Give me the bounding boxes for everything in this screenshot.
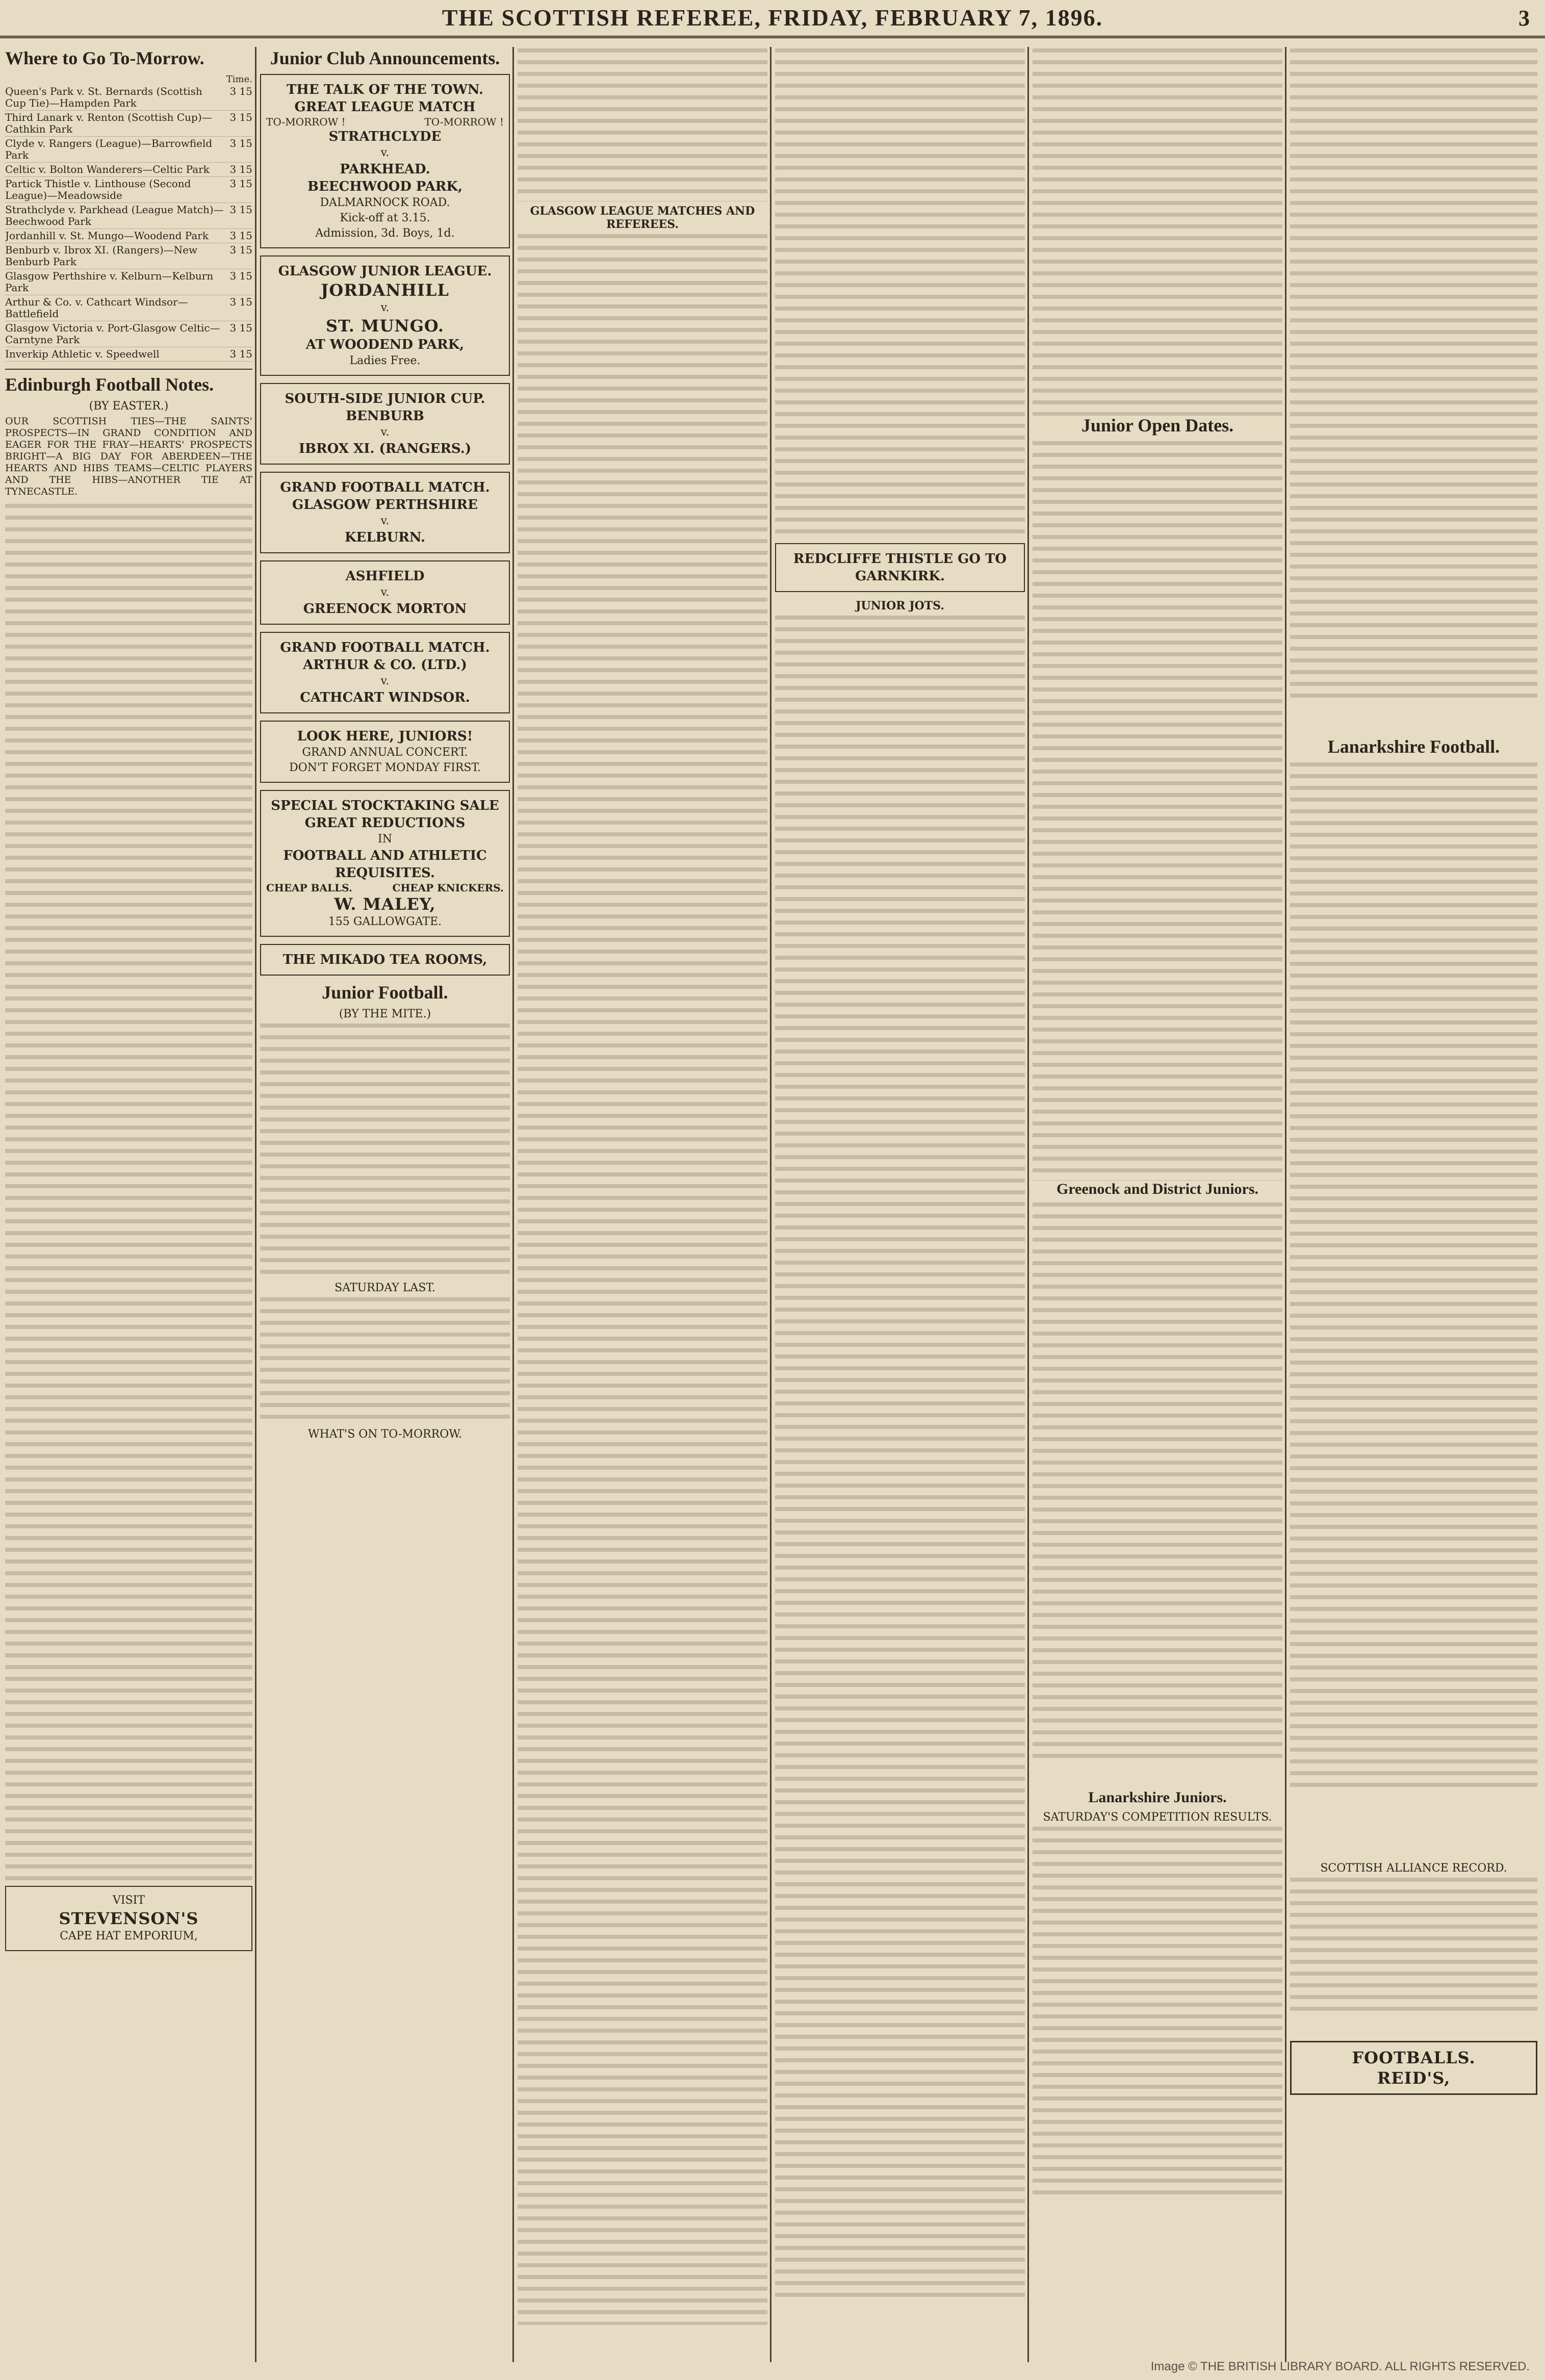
grand-match-2: GRAND FOOTBALL MATCH. [280, 639, 490, 655]
fixture-match: Arthur & Co. v. Cathcart Windsor—Battlefield [5, 295, 188, 320]
versus: v. [380, 514, 390, 527]
fixture-match: Queen's Park v. St. Bernards (Scottish Cup Tie)—Hampden Park [5, 85, 202, 109]
column-rule [255, 47, 256, 2362]
ground-address: DALMARNOCK ROAD. [320, 196, 450, 209]
fixture-item [5, 229, 252, 243]
admission: Admission, 3d. Boys, 1d. [315, 226, 455, 240]
table-placeholder [1290, 1878, 1537, 2031]
ashfield-ad [260, 560, 510, 625]
fixture-match: Jordanhill v. St. Mungo—Woodend Park [5, 229, 209, 242]
article-text-placeholder [1033, 1827, 1282, 2235]
lanarkshire-football-heading: Lanarkshire Football. [1327, 736, 1500, 757]
visit-label: VISIT [112, 1894, 145, 1907]
fixture-item [5, 269, 252, 295]
article-text-placeholder [518, 48, 767, 201]
fixture-time: 3 15 [229, 229, 252, 242]
article-text-placeholder [518, 234, 767, 2325]
masthead-title: THE SCOTTISH REFEREE, FRIDAY, FEBRUARY 7, 1896. [442, 5, 1103, 31]
alliance-record-heading: SCOTTISH ALLIANCE RECORD. [1320, 1861, 1507, 1875]
fixture-item [5, 85, 252, 111]
time-label: Time. [226, 73, 252, 85]
edinburgh-summary: OUR SCOTTISH TIES—THE SAINTS' PROSPECTS—IN GRAND CONDITION AND EAGER FOR THE FRAY—HEARTS' PROSPECTS BRIGHT—A BIG DAY FOR ABERDEEN—THE HEARTS AND HIBS TEAMS—CELTIC PLAYERS AND THE HIBS—ANOTHER TIE AT TYNECASTLE. [5, 416, 252, 498]
reids-name: REID'S, [1377, 2068, 1451, 2088]
perthshire-ad [260, 472, 510, 553]
column-2 [260, 48, 510, 2359]
footballs-title: FOOTBALLS. [1352, 2048, 1476, 2067]
in-label: IN [378, 832, 392, 846]
great-reductions: GREAT REDUCTIONS [304, 815, 466, 831]
column-6 [1290, 48, 1537, 2359]
fixture-match: Glasgow Victoria v. Port-Glasgow Celtic—Carntyne Park [5, 321, 220, 346]
page-number: 3 [1518, 6, 1530, 31]
tomorrow-left: TO-MORROW ! [266, 115, 346, 128]
article-text-placeholder [1290, 48, 1537, 737]
fixture-time: 3 15 [229, 269, 252, 282]
column-rule [512, 47, 514, 2362]
column-1 [5, 48, 252, 2359]
maley-address: 155 GALLOWGATE. [328, 915, 442, 928]
team-kelburn: KELBURN. [344, 529, 426, 545]
redcliffe-box [775, 543, 1025, 592]
fixture-time: 3 15 [229, 295, 252, 308]
fixture-match: Strathclyde v. Parkhead (League Match)—Beechwood Park [5, 203, 224, 227]
saturday-results: SATURDAY'S COMPETITION RESULTS. [1043, 1810, 1272, 1824]
southside-cup: SOUTH-SIDE JUNIOR CUP. [285, 391, 485, 406]
fixture-time: 3 15 [229, 111, 252, 123]
column-rule [770, 47, 771, 2362]
whats-on: WHAT'S ON TO-MORROW. [308, 1428, 462, 1441]
junior-jots-heading: JUNIOR JOTS. [856, 599, 944, 612]
ground-beechwood: BEECHWOOD PARK, [307, 178, 463, 194]
fixture-time: 3 15 [229, 321, 252, 334]
junior-announcements-heading: Junior Club Announcements. [270, 48, 500, 68]
team-st-mungo: ST. MUNGO. [325, 316, 445, 336]
copyright-credit: Image © THE BRITISH LIBRARY BOARD. ALL RIGHTS RESERVED. [1150, 2360, 1530, 2373]
fixture-match: Clyde v. Rangers (League)—Barrowfield Park [5, 137, 213, 161]
team-strathclyde: STRATHCLYDE [328, 129, 442, 144]
fixture-match: Inverkip Athletic v. Speedwell [5, 347, 160, 360]
article-text-placeholder [1033, 48, 1282, 416]
article-text-placeholder [260, 1297, 510, 1425]
team-windsor: CATHCART WINDSOR. [300, 689, 470, 705]
versus: v. [380, 585, 390, 599]
dont-forget: DON'T FORGET MONDAY FIRST. [289, 761, 481, 774]
versus: v. [380, 301, 390, 314]
fixture-item [5, 137, 252, 163]
arthur-ad [260, 632, 510, 713]
divider [5, 369, 252, 370]
fixture-item [5, 203, 252, 229]
league-match: GREAT LEAGUE MATCH [294, 99, 476, 115]
fixture-time: 3 15 [229, 203, 252, 216]
team-perthshire: GLASGOW PERTHSHIRE [292, 497, 478, 513]
cheap-balls: CHEAP BALLS. [266, 881, 352, 894]
fixture-time: 3 15 [229, 243, 252, 256]
glasgow-junior-league: GLASGOW JUNIOR LEAGUE. [278, 263, 492, 279]
look-here: LOOK HERE, JUNIORS! [297, 728, 473, 744]
fixture-item [5, 347, 252, 362]
kickoff: Kick-off at 3.15. [340, 211, 430, 224]
talk-of-town: THE TALK OF THE TOWN. [286, 82, 484, 97]
versus: v. [380, 674, 390, 687]
team-ibrox: IBROX XI. (RANGERS.) [298, 441, 472, 456]
reids-ad [1290, 2041, 1537, 2095]
ladies-free: Ladies Free. [349, 354, 421, 367]
fixture-item [5, 177, 252, 203]
grand-match: GRAND FOOTBALL MATCH. [280, 479, 490, 495]
special-sale: SPECIAL STOCKTAKING SALE [271, 798, 499, 813]
lanarkshire-juniors-heading: Lanarkshire Juniors. [1088, 1788, 1227, 1806]
southside-ad [260, 383, 510, 465]
strathclyde-ad [260, 74, 510, 248]
masthead [0, 0, 1545, 38]
woodend-park: AT WOODEND PARK, [305, 337, 465, 352]
concert-ad [260, 721, 510, 783]
fixture-item [5, 243, 252, 269]
football-requisites: FOOTBALL AND ATHLETIC REQUISITES. [283, 848, 487, 881]
fixture-time: 3 15 [229, 347, 252, 360]
mikado-title: THE MIKADO TEA ROOMS, [282, 952, 487, 967]
saturday-last: SATURDAY LAST. [334, 1282, 435, 1295]
fixture-match: Glasgow Perthshire v. Kelburn—Kelburn Park [5, 269, 214, 294]
team-parkhead: PARKHEAD. [340, 161, 430, 177]
team-ashfield: ASHFIELD [345, 568, 425, 584]
versus: v. [380, 146, 390, 159]
article-text-placeholder [1290, 762, 1537, 1859]
tomorrow-right: TO-MORROW ! [424, 115, 504, 128]
team-benburb: BENBURB [346, 408, 424, 424]
mikado-ad [260, 944, 510, 976]
column-rule [1285, 47, 1286, 2362]
stevenson-name: STEVENSON'S [59, 1909, 199, 1929]
fixture-time: 3 15 [229, 85, 252, 97]
versus: v. [380, 425, 390, 439]
fixture-match: Partick Thistle v. Linthouse (Second League)—Meadowside [5, 177, 191, 201]
article-text-placeholder [775, 48, 1025, 538]
edinburgh-heading: Edinburgh Football Notes. [5, 374, 214, 395]
article-text-placeholder [775, 616, 1025, 2298]
column-5 [1033, 48, 1282, 2359]
jordanhill-ad [260, 255, 510, 376]
fixture-item [5, 295, 252, 321]
concert: GRAND ANNUAL CONCERT. [302, 746, 468, 759]
fixture-item [5, 111, 252, 137]
greenock-heading: Greenock and District Juniors. [1056, 1180, 1259, 1197]
stevenson-ad [5, 1886, 252, 1951]
article-text-placeholder [1033, 441, 1282, 1181]
fixture-time: 3 15 [229, 177, 252, 190]
column-rule [1027, 47, 1029, 2362]
fixture-match: Celtic v. Bolton Wanderers—Celtic Park [5, 163, 210, 175]
article-text-placeholder [5, 504, 252, 1881]
fixture-time: 3 15 [229, 137, 252, 149]
maley-ad [260, 790, 510, 937]
edinburgh-byline: (BY EASTER.) [89, 400, 169, 413]
column-4 [775, 48, 1025, 2359]
article-text-placeholder [1033, 1202, 1282, 1789]
where-to-go-heading: Where to Go To-Morrow. [5, 48, 204, 68]
redcliffe-heading: REDCLIFFE THISTLE GO TO GARNKIRK. [793, 551, 1007, 584]
team-arthur: ARTHUR & CO. (LTD.) [303, 657, 467, 673]
fixture-match: Benburb v. Ibrox XI. (Rangers)—New Benburb Park [5, 243, 198, 268]
league-matches-heading: GLASGOW LEAGUE MATCHES AND REFEREES. [530, 204, 755, 231]
cheap-knickers: CHEAP KNICKERS. [392, 881, 504, 894]
fixture-time: 3 15 [229, 163, 252, 175]
maley-name: W. MALEY, [334, 894, 436, 914]
fixtures-list [5, 85, 252, 362]
team-morton: GREENOCK MORTON [303, 601, 467, 617]
junior-byline: (BY THE MITE.) [339, 1008, 431, 1021]
fixture-match: Third Lanark v. Renton (Scottish Cup)—Cathkin Park [5, 111, 212, 135]
fixture-item [5, 321, 252, 347]
open-dates-heading: Junior Open Dates. [1081, 415, 1234, 436]
team-jordanhill: JORDANHILL [321, 280, 449, 300]
stevenson-emporium: CAPE HAT EMPORIUM, [60, 1930, 198, 1943]
junior-football-heading: Junior Football. [322, 982, 448, 1003]
fixture-item [5, 163, 252, 177]
column-3 [518, 48, 767, 2359]
article-text-placeholder [260, 1023, 510, 1278]
